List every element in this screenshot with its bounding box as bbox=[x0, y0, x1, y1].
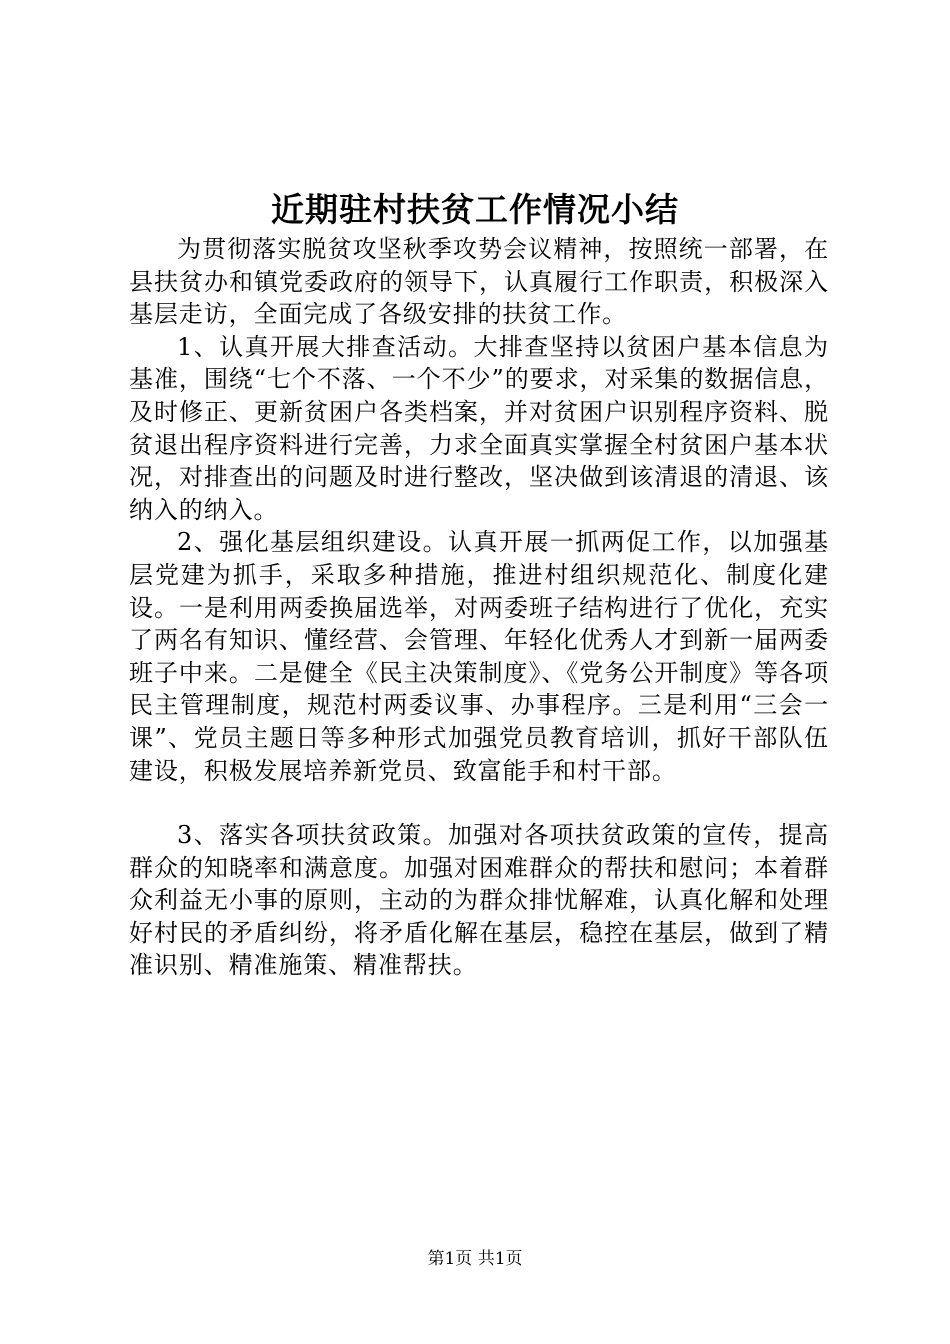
document-body bbox=[129, 233, 829, 982]
paragraph-item-2: 2、强化基层组织建设。认真开展一抓两促工作，以加强基层党建为抓手，采取多种措施，推进村组织规范化、制度化建设。一是利用两委换届选举，对两委班子结构进行了优化，充实了两名有知识、懂经营、会管理、年轻化优秀人才到新一届两委班子中来。二是健全《民主决策制度》、《党务公开制度》等各项民主管理制度，规范村两委议事、办事程序。三是利用“三会一课”、党员主题日等多种形式加强党员教育培训，抓好干部队伍建设，积极发展培养新党员、致富能手和村干部。 bbox=[129, 528, 829, 785]
paragraph-intro: 为贯彻落实脱贫攻坚秋季攻势会议精神，按照统一部署，在县扶贫办和镇党委政府的领导下，认真履行工作职责，积极深入基层走访，全面完成了各级安排的扶贫工作。 bbox=[129, 235, 829, 329]
paragraph-item-3: 3、落实各项扶贫政策。加强对各项扶贫政策的宣传，提高群众的知晓率和满意度。加强对困难群众的帮扶和慰问；本着群众利益无小事的原则，主动的为群众排忧解难，认真化解和处理好村民的矛盾纠纷，将矛盾化解在基层，稳控在基层，做到了精准识别、精准施策、精准帮扶。 bbox=[129, 821, 829, 980]
document-title: 近期驻村扶贫工作情况小结 bbox=[271, 190, 679, 229]
page-footer: 第1页 共1页 bbox=[427, 1249, 523, 1269]
paragraph-item-1: 1、认真开展大排查活动。大排查坚持以贫困户基本信息为基准，围绕“七个不落、一个不少”的要求，对采集的数据信息，及时修正、更新贫困户各类档案，并对贫困户识别程序资料、脱贫退出程序资料进行完善，力求全面真实掌握全村贫困户基本状况，对排查出的问题及时进行整改，坚决做到该清退的清退、该纳入的纳入。 bbox=[129, 332, 829, 524]
